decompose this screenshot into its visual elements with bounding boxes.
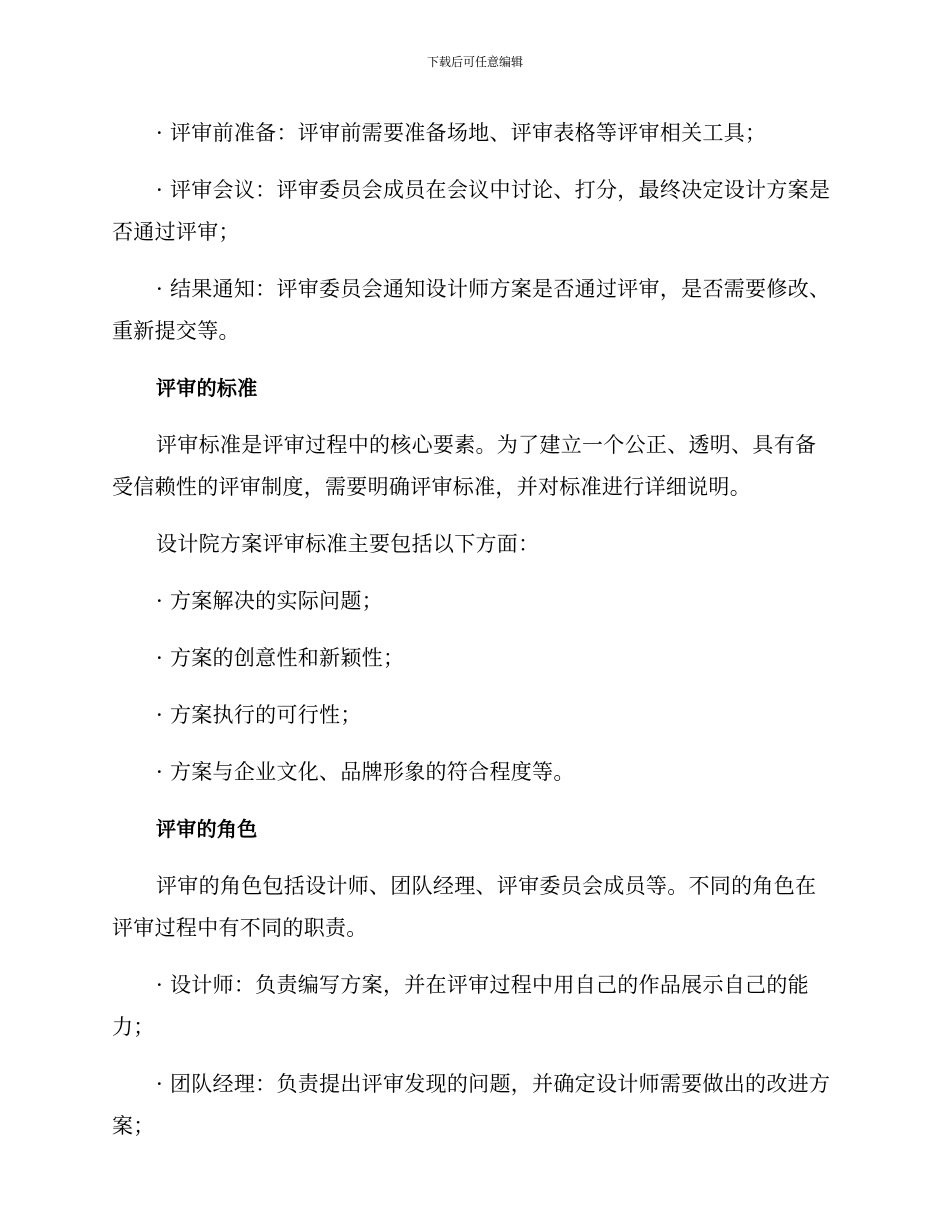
document-body — [112, 112, 832, 1162]
paragraph-criteria-list-intro: 设计院方案评审标准主要包括以下方面： — [156, 532, 540, 556]
bullet-result-notification: · 结果通知：评审委员会通知设计师方案是否通过评审，是否需要修改、重新提交等。 — [112, 277, 831, 343]
bullet-review-meeting: · 评审会议：评审委员会成员在会议中讨论、打分，最终决定设计方案是否通过评审； — [112, 178, 831, 244]
bullet-role-team-manager: · 团队经理：负责提出评审发现的问题，并确定设计师需要做出的改进方案； — [112, 1072, 831, 1138]
section-heading-roles: 评审的角色 — [156, 817, 258, 841]
bullet-criteria-brand-fit: · 方案与企业文化、品牌形象的符合程度等。 — [156, 760, 575, 784]
bullet-criteria-creativity: · 方案的创意性和新颖性； — [156, 646, 405, 670]
paragraph-criteria-intro: 评审标准是评审过程中的核心要素。为了建立一个公正、透明、具有备受信赖性的评审制度，需要明确评审标准，并对标准进行详细说明。 — [112, 433, 817, 499]
page-header: 下载后可任意编辑 — [426, 55, 523, 69]
bullet-criteria-feasibility: · 方案执行的可行性； — [156, 703, 362, 727]
paragraph-roles-intro: 评审的角色包括设计师、团队经理、评审委员会成员等。不同的角色在评审过程中有不同的职责。 — [112, 874, 817, 940]
section-heading-criteria: 评审的标准 — [156, 376, 258, 400]
bullet-criteria-problem: · 方案解决的实际问题； — [156, 589, 383, 613]
bullet-role-designer: · 设计师：负责编写方案，并在评审过程中用自己的作品展示自己的能力； — [112, 973, 809, 1039]
bullet-review-preparation: · 评审前准备：评审前需要准备场地、评审表格等评审相关工具； — [156, 121, 767, 145]
